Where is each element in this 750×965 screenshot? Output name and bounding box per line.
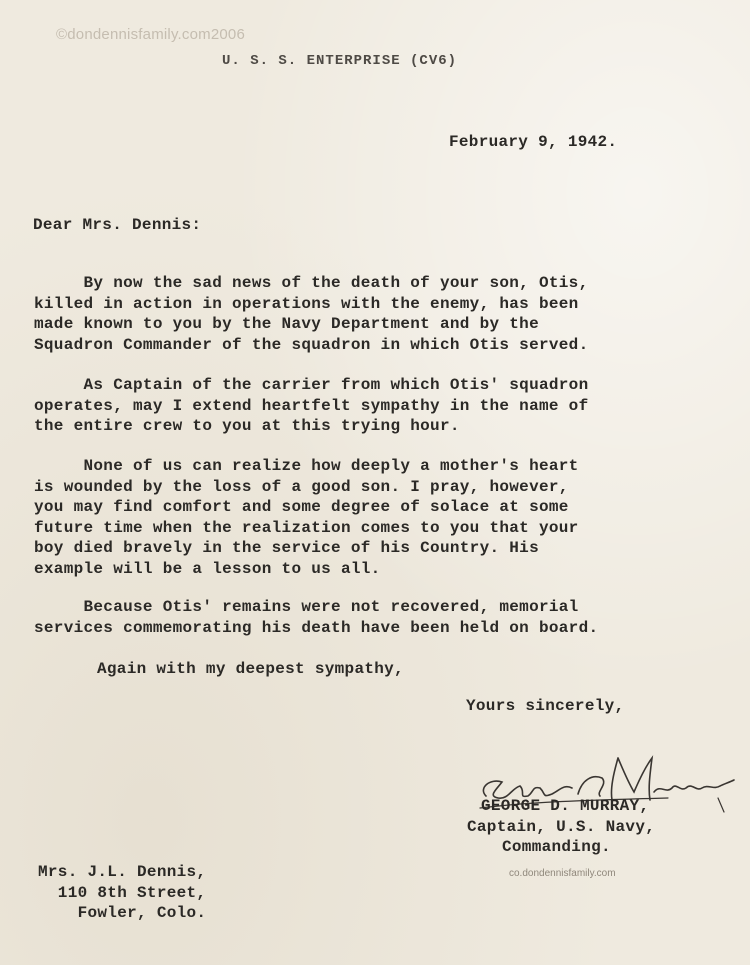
paragraph-line: operates, may I extend heartfelt sympathy in the name of <box>34 396 589 415</box>
paragraph-line: you may find comfort and some degree of solace at some <box>34 498 569 516</box>
paragraph-line: Squadron Commander of the squadron in which Otis served. <box>34 335 589 354</box>
paragraph-line: services commemorating his death have been held on board. <box>34 618 599 637</box>
paragraph-line: Because Otis' remains were not recovered, memorial <box>34 598 579 616</box>
paragraph-line: By now the sad news of the death of your son, Otis, <box>34 274 589 292</box>
paragraph-line: killed in action in operations with the enemy, has been <box>34 294 579 313</box>
letterhead: U. S. S. ENTERPRISE (CV6) <box>222 53 458 69</box>
paragraph-1 <box>34 273 734 355</box>
paragraph-line: None of us can realize how deeply a mother's heart <box>34 457 579 475</box>
paragraph-line: boy died bravely in the service of his Country. His <box>34 539 539 557</box>
paragraph-line: example will be a lesson to us all. <box>34 559 381 578</box>
valediction: Yours sincerely, <box>466 697 625 715</box>
paragraph-3 <box>34 456 734 579</box>
signer-title: Captain, U.S. Navy, <box>467 818 656 836</box>
paragraph-line: future time when the realization comes to you that your <box>34 518 579 537</box>
paragraph-2 <box>34 375 734 437</box>
address-line: 110 8th Street, <box>38 883 207 902</box>
paragraph-line: the entire crew to you at this trying hour. <box>34 417 460 435</box>
paragraph-4 <box>34 597 734 638</box>
paragraph-line: As Captain of the carrier from which Otis' squadron <box>34 376 589 394</box>
closing-line: Again with my deepest sympathy, <box>97 660 404 678</box>
watermark: ©dondennisfamily.com2006 <box>56 26 246 43</box>
address-line: Fowler, Colo. <box>38 904 207 922</box>
recipient-address <box>38 862 206 924</box>
signer-name: GEORGE D. MURRAY, <box>481 797 650 815</box>
salutation: Dear Mrs. Dennis: <box>33 216 202 234</box>
paragraph-line: made known to you by the Navy Department and by the <box>34 315 539 333</box>
paragraph-line: is wounded by the loss of a good son. I pray, however, <box>34 477 569 496</box>
address-line: Mrs. J.L. Dennis, <box>38 863 207 881</box>
letter-date: February 9, 1942. <box>449 133 618 151</box>
signer-role: Commanding. <box>502 838 611 856</box>
watermark-bottom: co.dondennisfamily.com <box>509 868 616 879</box>
